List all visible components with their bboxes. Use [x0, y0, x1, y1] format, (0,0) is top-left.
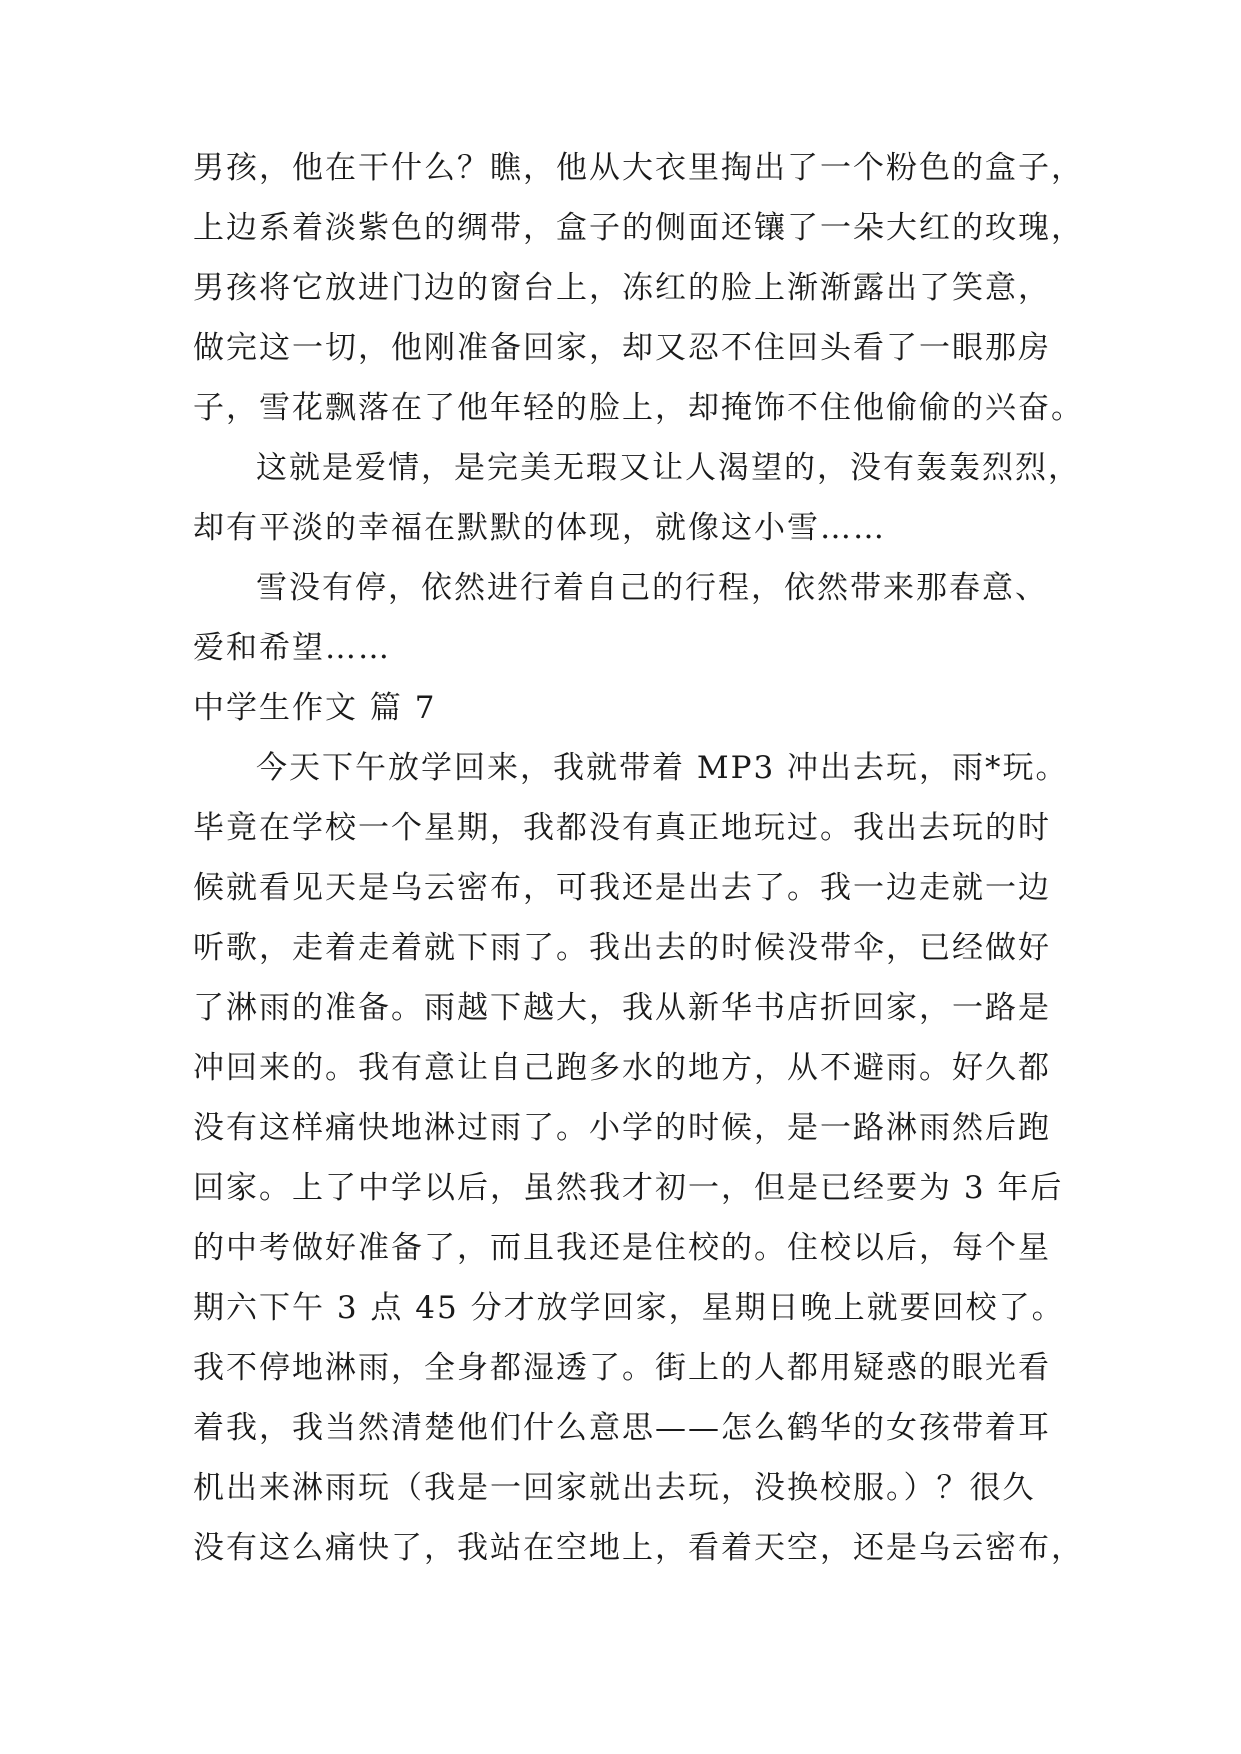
- text-line: 候就看见天是乌云密布，可我还是出去了。我一边走就一边: [193, 870, 1051, 906]
- text-line: 男孩将它放进门边的窗台上，冻红的脸上渐渐露出了笑意，: [193, 270, 1051, 306]
- text-line: 雪没有停，依然进行着自己的行程，依然带来那春意、: [256, 570, 1048, 606]
- text-line: 没有这样痛快地淋过雨了。小学的时候，是一路淋雨然后跑: [193, 1110, 1051, 1146]
- text-line: 期六下午 3 点 45 分才放学回家，星期日晚上就要回校了。: [193, 1290, 1065, 1326]
- text-line: 没有这么痛快了，我站在空地上，看着天空，还是乌云密布，: [193, 1530, 1084, 1566]
- text-line: 我不停地淋雨，全身都湿透了。街上的人都用疑惑的眼光看: [193, 1350, 1051, 1386]
- text-line: 却有平淡的幸福在默默的体现，就像这小雪……: [193, 510, 886, 546]
- text-line: 毕竟在学校一个星期，我都没有真正地玩过。我出去玩的时: [193, 810, 1051, 846]
- section-heading: 中学生作文 篇 7: [193, 690, 437, 726]
- text-line: 这就是爱情，是完美无瑕又让人渴望的，没有轰轰烈烈，: [256, 450, 1081, 486]
- text-line: 男孩，他在干什么？瞧，他从大衣里掏出了一个粉色的盒子，: [193, 150, 1084, 186]
- text-line: 今天下午放学回来，我就带着 MP3 冲出去玩，雨*玩。: [256, 750, 1069, 786]
- text-line: 回家。上了中学以后，虽然我才初一，但是已经要为 3 年后: [193, 1170, 1064, 1206]
- text-line: 机出来淋雨玩（我是一回家就出去玩，没换校服。）？很久: [193, 1470, 1036, 1506]
- text-line: 冲回来的。我有意让自己跑多水的地方，从不避雨。好久都: [193, 1050, 1051, 1086]
- text-line: 着我，我当然清楚他们什么意思——怎么鹤华的女孩带着耳: [193, 1410, 1051, 1446]
- text-line: 的中考做好准备了，而且我还是住校的。住校以后，每个星: [193, 1230, 1051, 1266]
- text-line: 子，雪花飘落在了他年轻的脸上，却掩饰不住他偷偷的兴奋。: [193, 390, 1084, 426]
- text-line: 了淋雨的准备。雨越下越大，我从新华书店折回家，一路是: [193, 990, 1051, 1026]
- text-line: 上边系着淡紫色的绸带，盒子的侧面还镶了一朵大红的玫瑰，: [193, 210, 1084, 246]
- text-line: 做完这一切，他刚准备回家，却又忍不住回头看了一眼那房: [193, 330, 1051, 366]
- text-line: 爱和希望……: [193, 630, 391, 666]
- text-line: 听歌，走着走着就下雨了。我出去的时候没带伞，已经做好: [193, 930, 1051, 966]
